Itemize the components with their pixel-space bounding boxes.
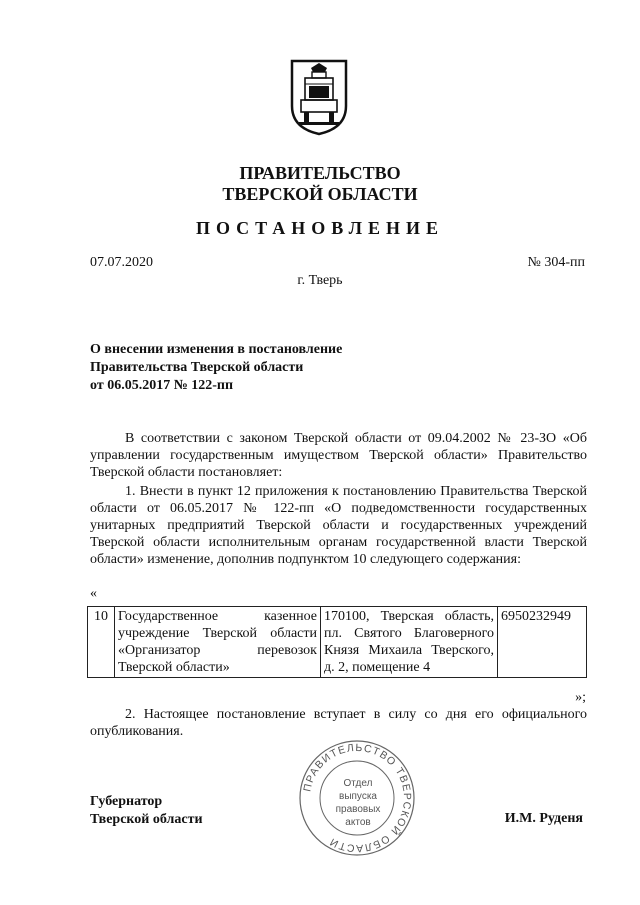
institutions-table xyxy=(87,606,587,678)
seal-line1: Отдел xyxy=(343,778,373,789)
issuing-authority-line2: ТВЕРСКОЙ ОБЛАСТИ xyxy=(222,184,418,204)
seal-line4: актов xyxy=(345,817,371,828)
document-city: г. Тверь xyxy=(297,273,343,288)
signatory-title-line1: Губернатор xyxy=(90,794,163,809)
item2-paragraph: 2. Настоящее постановление вступает в силу со дня его официального опубликования. xyxy=(90,707,587,739)
inn-cell: 6950232949 xyxy=(498,607,587,678)
seal-line2: выпуска xyxy=(339,791,377,802)
item1-paragraph: 1. Внести в пункт 12 приложения к постановлению Правительства Тверской области от 06.05.2017 № 122-пп «О подведомственности государственных унитарных предприятий Тверской области и государственных учреждений Тверской области исполнительным органам государственной власти Тверской области» изменение, дополнив подпунктом 10 следующего содержания: xyxy=(90,484,587,567)
close-quote: »; xyxy=(575,690,586,705)
seal-ring-text: ПРАВИТЕЛЬСТВО ТВЕРСКОЙ ОБЛАСТИ xyxy=(301,741,414,855)
open-quote: « xyxy=(90,586,97,601)
document-date: 07.07.2020 xyxy=(90,255,153,270)
issuing-authority-line1: ПРАВИТЕЛЬСТВО xyxy=(239,163,401,183)
subject-line2: Правительства Тверской области xyxy=(90,360,304,375)
row-number-cell: 10 xyxy=(88,607,115,678)
institution-name-cell: Государственное казенное учреждение Тверской области «Организатор перевозок Тверской области» xyxy=(115,607,321,678)
seal-inner-text xyxy=(330,777,386,829)
signatory-title xyxy=(90,793,203,829)
seal-line3: правовых xyxy=(335,804,381,815)
institution-address-cell: 170100, Тверская область, пл. Святого Благоверного Князя Михаила Тверского, д. 2, помещение 4 xyxy=(321,607,498,678)
signatory-name: И.М. Руденя xyxy=(504,811,583,826)
subject-line1: О внесении изменения в постановление xyxy=(90,342,343,357)
coat-of-arms-icon xyxy=(289,58,349,136)
preamble-paragraph: В соответствии с законом Тверской области от 09.04.2002 № 23-ЗО «Об управлении государственным имуществом Тверской области» Правительство Тверской области постановляет: xyxy=(90,431,587,480)
signatory-title-line2: Тверской области xyxy=(90,812,203,827)
issuing-authority xyxy=(0,163,640,205)
subject-line3: от 06.05.2017 № 122-пп xyxy=(90,378,234,393)
document-number: № 304-пп xyxy=(527,255,585,270)
document-type: ПОСТАНОВЛЕНИЕ xyxy=(195,218,445,238)
table-row xyxy=(88,607,587,678)
document-subject xyxy=(90,341,342,395)
